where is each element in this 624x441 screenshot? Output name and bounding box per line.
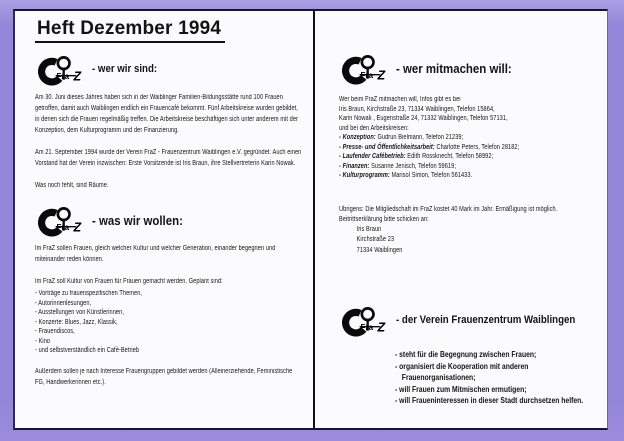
- logo-text-fra: Fra: [56, 222, 70, 232]
- fraz-logo-icon: [339, 51, 391, 85]
- intro-line: und bei den Arbeitskreisen:: [339, 124, 409, 132]
- goal-item: - will Frauen zum Mitmischen ermutigen;: [395, 384, 527, 394]
- heading-was-wir-wollen: - was wir wollen:: [92, 212, 183, 228]
- workgroup-presse: - Presse- und Öffentlichkeitsarbeit: Charlotte Peters, Telefon 28182;: [339, 143, 520, 151]
- list-item: - und selbstverständlich ein Café-Betrieb: [35, 347, 140, 354]
- fraz-logo-icon: [339, 303, 391, 337]
- logo-text-fra: Fra: [56, 71, 70, 81]
- goal-item: - organisiert die Kooperation mit anderen Frauenorganisationen;: [395, 361, 529, 382]
- address-name: Iris Braun: [356, 225, 382, 233]
- goal-item: - will Fraueninteressen in dieser Stadt durchsetzen helfen.: [395, 396, 584, 405]
- goal-item: - steht für die Begegnung zwischen Frauen;: [395, 350, 537, 359]
- contact-iris-braun: Iris Braun, Kirchstraße 23, 71334 Waiblingen, Telefon 15864,: [339, 105, 495, 113]
- section-wer-mitmachen-will-heading: [339, 51, 600, 85]
- list-item: - Konzerte: Blues, Jazz, Klassik,: [35, 318, 118, 326]
- logo-text-z: Z: [377, 68, 386, 83]
- list-item: - Kino: [35, 337, 51, 345]
- workgroup-konzeption: - Konzeption: Gudrun Bielmann, Telefon 21239;: [339, 134, 464, 141]
- contact-karin-nowak: Karin Nowak , Eugenstraße 24, 71332 Waiblingen, Telefon 57131,: [339, 115, 508, 122]
- address-city: 71334 Waiblingen: [356, 246, 403, 254]
- fraz-logo-icon: [35, 203, 87, 237]
- list-item: - Frauendiscos,: [35, 328, 75, 335]
- contact-intro: [339, 95, 600, 133]
- paragraph-begegnung: Im FraZ sollen Frauen, gleich welcher Kultur und welcher Generation, einander begegnen und miteinander reden können.: [35, 245, 276, 263]
- logo-text-fra: Fra: [360, 70, 374, 80]
- verein-goals-list: [395, 349, 600, 407]
- logo-text-z: Z: [73, 69, 82, 84]
- page-title: Heft Dezember 1994: [35, 18, 225, 43]
- fraz-logo-icon: [35, 52, 87, 86]
- paragraph-verein-gruendung: Am 21. September 1994 wurde der Verein FraZ - Frauenzentrum Waiblingen e.V. gegründet. Auch einen Vorstand hat der Verein inzwischen: Erste Vorsitzende ist Iris Braun, ihre Stellvertreterin Karin Nowak.: [35, 149, 302, 167]
- list-item: - Vorträge zu frauenspezifischen Themen,: [35, 290, 143, 297]
- logo-text-z: Z: [73, 220, 82, 235]
- paragraph-frauengruppen: Außerdem sollen je nach Interesse Frauengruppen gebildet werden (Alleinerziehende, Feministische FG, Handwerkerinnen etc.).: [35, 367, 293, 386]
- logo-text-fra: Fra: [360, 322, 374, 332]
- membership-send-line: Beitrittserklärung bitte schicken an:: [339, 215, 429, 223]
- newsletter-spread: [13, 9, 608, 430]
- section-wer-wir-sind-heading: [35, 52, 303, 86]
- section-verein-heading: [339, 303, 600, 337]
- section-was-wir-wollen-heading: [35, 203, 303, 237]
- page-right: [315, 11, 608, 428]
- workgroup-cafebetrieb: - Laufender Cafébetrieb: Edith Rossknecht, Telefon 58992;: [339, 153, 494, 160]
- intro-line: Wer beim FraZ mitmachen will, Infos gibt es bei: [339, 96, 461, 103]
- workgroups-list: [339, 133, 600, 181]
- logo-text-z: Z: [377, 320, 386, 335]
- list-item: - Autorinnenlesungen,: [35, 299, 92, 307]
- heading-der-verein: - der Verein Frauenzentrum Waiblingen: [396, 314, 576, 326]
- paragraph-founding-meeting: Am 30. Juni dieses Jahres haben sich in der Waiblinger Familien-Bildungsstätte rund 100 Frauen getroffen, damit auch Waiblingen endlich ein Frauencafé bekommt. Fünf Arbeitskreise wurden gebildet, in denen sich die Frauen regelmäßig treffen. Die Arbeitskreise beschäftigen sich unter anderem mit der Konzeption, dem Kulturprogramm und der Finanzierung.: [35, 94, 298, 134]
- address-street: Kirchstraße 23: [356, 236, 395, 243]
- list-item: - Ausstellungen von Künstlerinnen,: [35, 309, 124, 316]
- heading-wer-mitmachen-will: - wer mitmachen will:: [396, 60, 512, 76]
- workgroup-kulturprogramm: - Kulturprogramm: Marisol Simon, Telefon 561433.: [339, 172, 473, 179]
- planned-activities-list: [35, 289, 303, 356]
- membership-fee-line: Übrigens: Die Mitgliedschaft im FraZ kostet 40 Mark im Jahr. Ermäßigung ist möglich.: [339, 205, 558, 213]
- workgroup-finanzen: - Finanzen: Susanne Jenisch, Telefon 59619;: [339, 162, 456, 170]
- membership-note: [339, 205, 600, 257]
- mailing-address: [357, 225, 600, 257]
- heading-wer-wir-sind: - wer wir sind:: [92, 63, 158, 75]
- paragraph-raeume: Was noch fehlt, sind Räume.: [35, 182, 109, 189]
- page-left: [15, 11, 313, 428]
- paragraph-kultur-geplant: Im FraZ soll Kultur von Frauen für Frauen gemacht werden. Geplant sind:: [35, 278, 223, 285]
